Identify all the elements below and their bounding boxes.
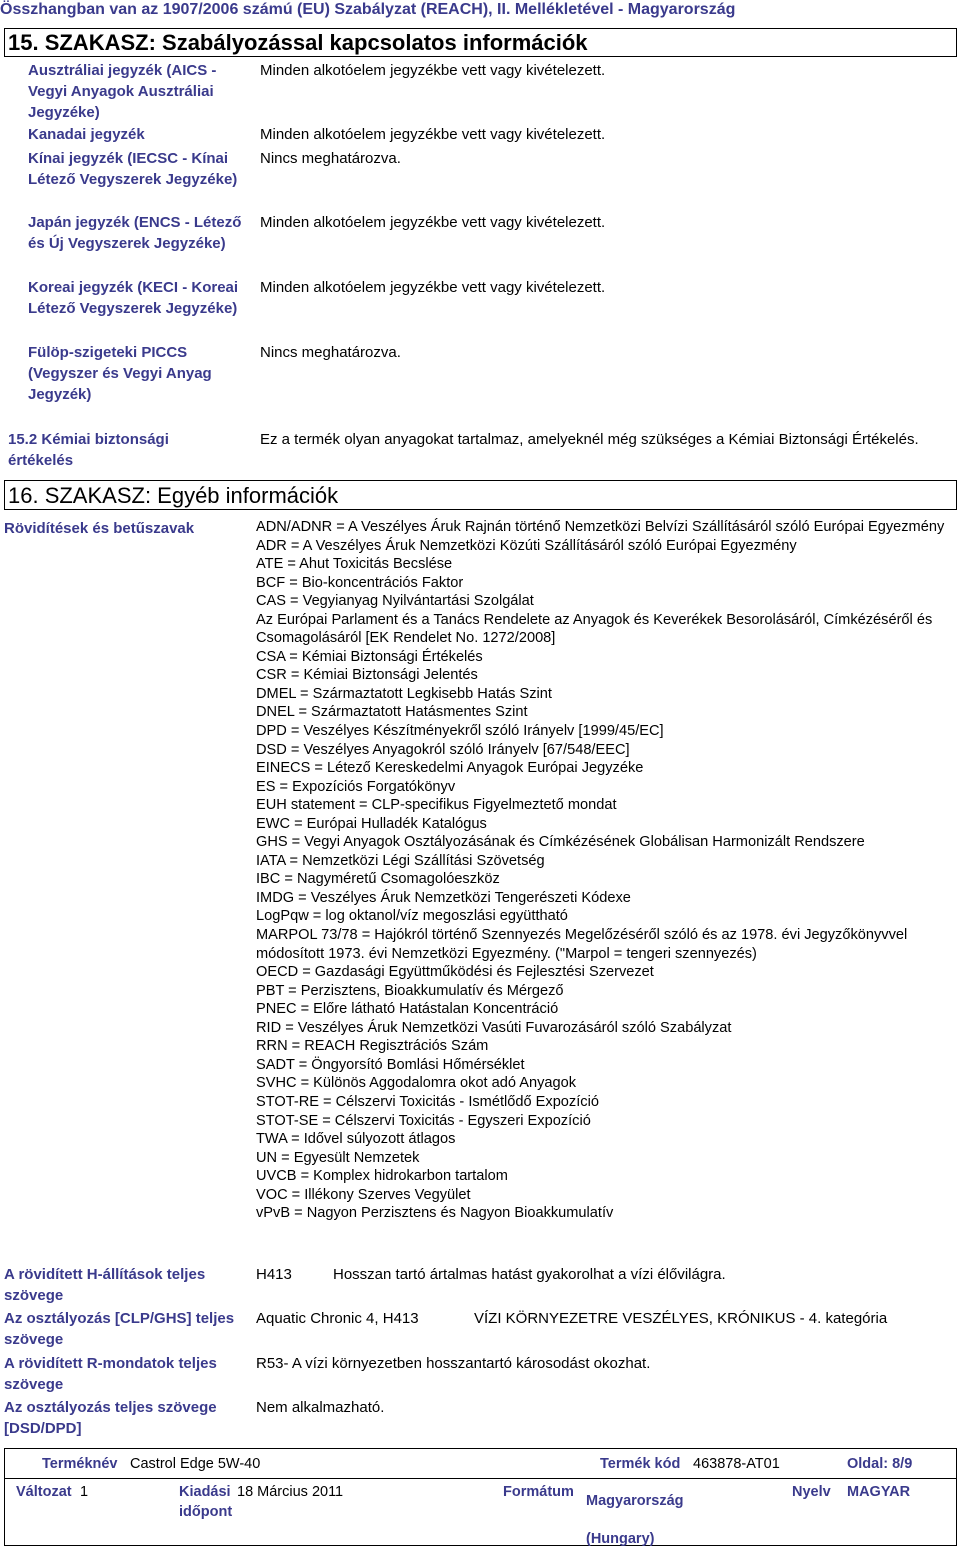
product-code-label: Termék kód (600, 1456, 681, 1472)
abbreviation-item: LogPqw = log oktanol/víz megoszlási együttható (256, 908, 568, 925)
inventory-label-philippines: Fülöp-szigeteki PICCS (Vegyszer és Vegyi Anyag Jegyzék) (28, 344, 212, 403)
product-name-label: Terméknév (42, 1456, 118, 1472)
abbreviation-item: IATA = Nemzetközi Légi Szállítási Szövetség (256, 852, 545, 869)
inventory-label-canada: Kanadai jegyzék (28, 126, 145, 143)
abbreviation-item: ADR = A Veszélyes Áruk Nemzetközi Közúti Szállításáról szóló Európai Egyezmény (256, 537, 797, 554)
inventory-label-australia: Ausztráliai jegyzék (AICS - Vegyi Anyagok Ausztráliai Jegyzéke) (28, 62, 217, 121)
abbreviation-item: RRN = REACH Regisztrációs Szám (256, 1038, 489, 1055)
clp-classification-label: Az osztályozás [CLP/GHS] teljes szövege (4, 1310, 235, 1348)
format-value: Magyarország (Hungary) (586, 1493, 684, 1547)
abbreviation-item: EINECS = Létező Kereskedelmi Anyagok Európai Jegyzéke (256, 760, 644, 777)
abbreviation-item: CAS = Vegyianyag Nyilvántartási Szolgálat (256, 593, 534, 610)
page-header: Összhangban van az 1907/2006 számú (EU) Szabályzat (REACH), II. Mellékletével - Magyarország (0, 1, 736, 18)
language-label: Nyelv (792, 1484, 831, 1500)
r-phrases-label: A rövidített R-mondatok teljes szövege (4, 1355, 217, 1393)
inventory-value-korea: Minden alkotóelem jegyzékbe vett vagy kivételezett. (260, 279, 606, 296)
abbreviation-item: RID = Veszélyes Áruk Nemzetközi Vasúti Fuvarozásáról szóló Szabályzat (256, 1019, 732, 1036)
dsd-classification-text: Nem alkalmazható. (256, 1399, 385, 1416)
abbreviation-item: SVHC = Különös Aggodalomra okot adó Anyagok (256, 1075, 577, 1092)
abbreviation-item: OECD = Gazdasági Együttműködési és Fejlesztési Szervezet (256, 964, 654, 981)
r-phrases-text: R53- A vízi környezetben hosszantartó károsodást okozhat. (256, 1355, 651, 1372)
abbreviation-item: UVCB = Komplex hidrokarbon tartalom (256, 1168, 508, 1185)
abbreviation-item: CSA = Kémiai Biztonsági Értékelés (256, 648, 483, 665)
version-value: 1 (80, 1484, 89, 1500)
h-statement-code: H413 (256, 1266, 292, 1283)
language-value: MAGYAR (847, 1484, 911, 1500)
abbreviation-item: DSD = Veszélyes Anyagokról szóló Irányelv [67/548/EEC] (256, 741, 630, 758)
product-code: 463878-AT01 (693, 1456, 780, 1472)
abbreviation-item: UN = Egyesült Nemzetek (256, 1149, 420, 1166)
abbreviations-list (256, 518, 956, 1223)
abbreviation-item: vPvB = Nagyon Perzisztens és Nagyon Bioakkumulatív (256, 1205, 614, 1222)
abbreviation-item: DNEL = Származtatott Hatásmentes Szint (256, 704, 528, 721)
abbreviation-item: VOC = Illékony Szerves Vegyület (256, 1186, 471, 1203)
abbreviation-item: ADN/ADNR = A Veszélyes Áruk Rajnán történő Nemzetközi Belvízi Szállításáról szóló Európai Egyezmény (256, 519, 945, 535)
abbreviation-item: DPD = Veszélyes Készítményekről szóló Irányelv [1999/45/EC] (256, 723, 664, 740)
format-label: Formátum (503, 1484, 574, 1500)
abbreviation-item: ES = Expozíciós Forgatókönyv (256, 778, 456, 795)
inventory-value-canada: Minden alkotóelem jegyzékbe vett vagy kivételezett. (260, 126, 606, 143)
abbreviation-item: DMEL = Származtatott Legkisebb Hatás Szint (256, 685, 552, 702)
abbreviation-item: PNEC = Előre látható Hatástalan Koncentráció (256, 1001, 559, 1018)
inventory-value-japan: Minden alkotóelem jegyzékbe vett vagy kivételezett. (260, 214, 606, 231)
abbreviation-item: IMDG = Veszélyes Áruk Nemzetközi Tengerészeti Kódexe (256, 889, 631, 906)
abbreviation-item: MARPOL 73/78 = Hajókról történő Szennyezés Megelőzéséről szóló és az 1978. évi Jegyzőkönyvvel módosított 1973. évi Nemzetközi Egyezmény. ("Marpol = tengeri szennyezés) (256, 927, 908, 962)
abbreviation-item: Az Európai Parlament és a Tanács Rendelete az Anyagok és Keverékek Besorolásáról, Címkézéséről és Csomagolásáról [EK Rendelet No. 1272/2008] (256, 611, 933, 647)
version-label: Változat (16, 1484, 72, 1500)
abbreviation-item: STOT-RE = Célszervi Toxicitás - Ismétlődő Expozíció (256, 1093, 599, 1110)
footer-divider (4, 1478, 957, 1479)
abbreviation-item: CSR = Kémiai Biztonsági Jelentés (256, 667, 478, 684)
inventory-value-philippines: Nincs meghatározva. (260, 344, 401, 361)
clp-classification-text: VÍZI KÖRNYEZETRE VESZÉLYES, KRÓNIKUS - 4. kategória (474, 1310, 888, 1327)
inventory-value-china: Nincs meghatározva. (260, 150, 401, 167)
inventory-label-korea: Koreai jegyzék (KECI - Koreai Létező Vegyszerek Jegyzéke) (28, 279, 239, 317)
section-15-title: 15. SZAKASZ: Szabályozással kapcsolatos információk (4, 28, 957, 57)
section-16-title: 16. SZAKASZ: Egyéb információk (4, 480, 957, 510)
chemical-safety-assessment-text: Ez a termék olyan anyagokat tartalmaz, amelyeknél még szükséges a Kémiai Biztonsági Értékelés. (260, 431, 919, 448)
product-name: Castrol Edge 5W-40 (130, 1456, 261, 1472)
abbreviations-label: Rövidítések és betűszavak (4, 520, 195, 537)
abbreviation-item: EWC = Európai Hulladék Katalógus (256, 815, 487, 832)
abbreviation-item: TWA = Idővel súlyozott átlagos (256, 1131, 456, 1148)
issue-date-label: Kiadási időpont (179, 1484, 233, 1520)
issue-date: 18 Március 2011 (237, 1484, 344, 1500)
inventory-label-japan: Japán jegyzék (ENCS - Létező és Új Vegyszerek Jegyzéke) (28, 214, 242, 252)
abbreviation-item: STOT-SE = Célszervi Toxicitás - Egyszeri Expozíció (256, 1112, 591, 1129)
abbreviation-item: IBC = Nagyméretű Csomagolóeszköz (256, 871, 500, 888)
abbreviation-item: EUH statement = CLP-specifikus Figyelmeztető mondat (256, 797, 617, 814)
page-number: Oldal: 8/9 (847, 1456, 913, 1472)
abbreviation-item: ATE = Ahut Toxicitás Becslése (256, 556, 453, 573)
chemical-safety-assessment-label: 15.2 Kémiai biztonsági értékelés (8, 431, 169, 469)
h-statements-label: A rövidített H-állítások teljes szövege (4, 1266, 206, 1304)
inventory-value-australia: Minden alkotóelem jegyzékbe vett vagy kivételezett. (260, 62, 606, 79)
dsd-classification-label: Az osztályozás teljes szövege [DSD/DPD] (4, 1399, 217, 1437)
clp-classification-code: Aquatic Chronic 4, H413 (256, 1310, 419, 1327)
abbreviation-item: BCF = Bio-koncentrációs Faktor (256, 574, 464, 591)
inventory-label-china: Kínai jegyzék (IECSC - Kínai Létező Vegyszerek Jegyzéke) (28, 150, 238, 188)
abbreviation-item: GHS = Vegyi Anyagok Osztályozásának és Címkézésének Globálisan Harmonizált Rendszere (256, 834, 865, 851)
abbreviation-item: SADT = Öngyorsító Bomlási Hőmérséklet (256, 1056, 525, 1073)
h-statement-text: Hosszan tartó ártalmas hatást gyakorolhat a vízi élővilágra. (333, 1266, 726, 1283)
abbreviation-item: PBT = Perzisztens, Bioakkumulatív és Mérgező (256, 982, 564, 999)
